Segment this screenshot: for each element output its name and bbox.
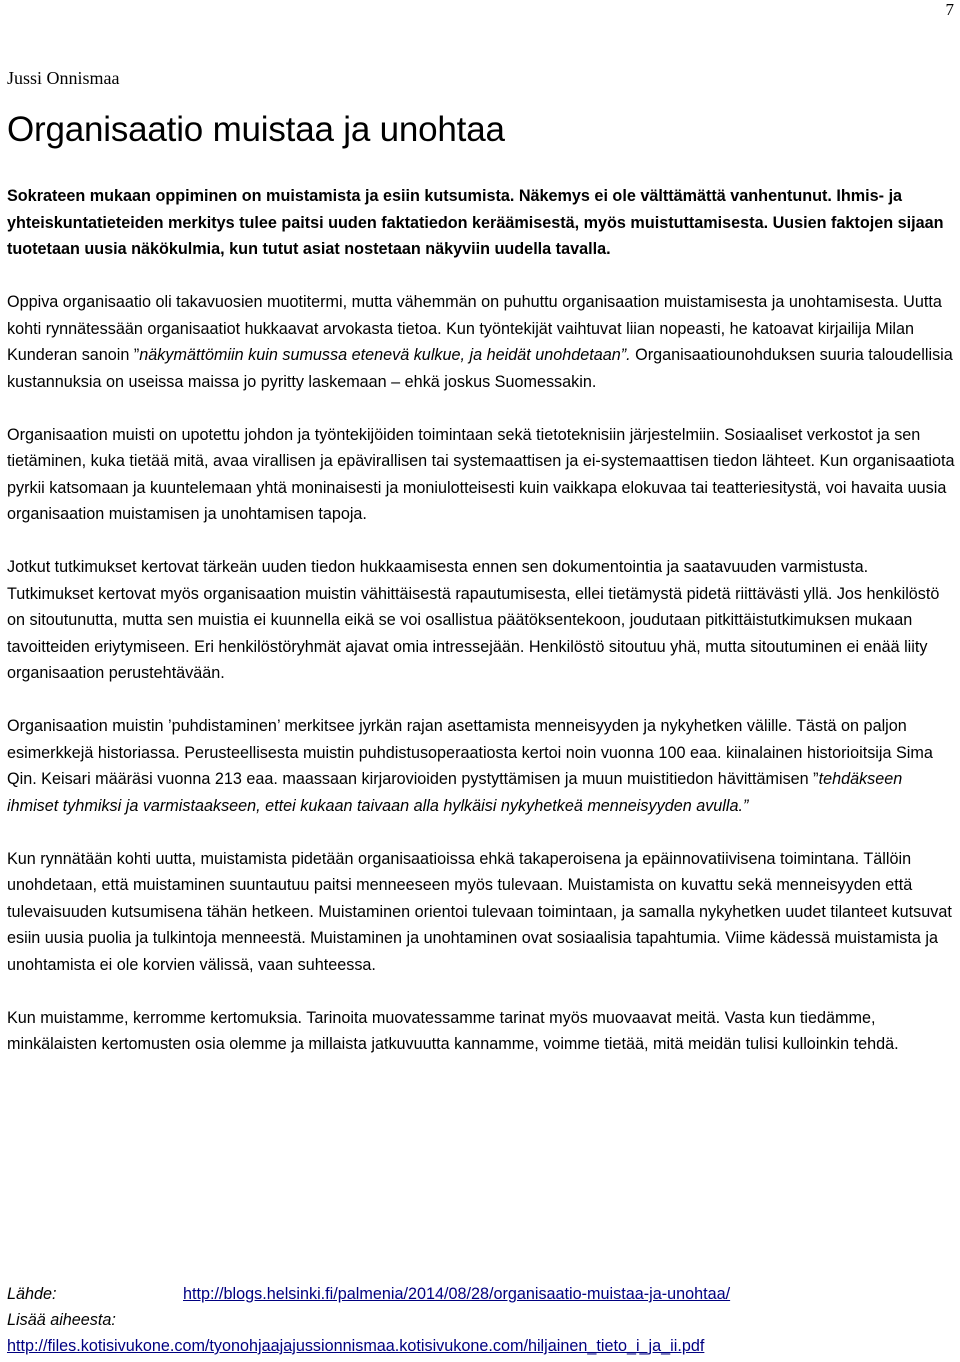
paragraph-1-text: Oppiva organisaatio oli takavuosien muotitermi, mutta vähemmän on puhuttu organisaation muistamisesta ja unohtamisesta. Uutta kohti rynnätessään organisaatiot hukkaavat arvokasta tietoa. Kun työntekijät vaihtuvat liian nopeasti, he katoavat kirjailija Milan Kunderan sanoin ”	[7, 293, 942, 364]
paragraph-1-text-end: Organisaatiounohduksen suuria taloudellisia kustannuksia on useissa maissa jo pyritty laskemaan – ehkä joskus Suomessakin.	[7, 346, 953, 391]
paragraph-5: Kun rynnätään kohti uutta, muistamista pidetään organisaatioissa ehkä takaperoisena ja epäinnovatiivisena toimintana. Tällöin unohdetaan, että muistaminen suuntautuu paitsi menneeseen myös tulevaan. Muistamista on kuvattu sekä menneisyyden että tulevaisuuden kutsumisena tähän hetkeen. Muistaminen orientoi tulevaan toimintaan, ja samalla nykyhetken uudet tilanteet kutsuvat esiin uusia puolia ja tulkintoja menneestä. Muistaminen ja unohtaminen ovat sosiaalisia tapahtumia. Viime kädessä muistamista ja unohtamista ei ole korvien välissä, vaan suhteessa.	[7, 849, 952, 974]
more-link-row	[7, 1333, 957, 1359]
sources-section	[7, 1281, 957, 1359]
source-link[interactable]: http://blogs.helsinki.fi/palmenia/2014/08/28/organisaatio-muistaa-ja-unohtaa/	[183, 1285, 731, 1303]
paragraph-1	[7, 289, 957, 395]
more-link[interactable]: http://files.kotisivukone.com/tyonohjaajajussionnismaa.kotisivukone.com/hiljainen_tieto_i_ja_ii.pdf	[7, 1337, 705, 1355]
page-number: 7	[945, 0, 954, 19]
more-label-row	[7, 1307, 957, 1333]
kundera-quote: näkymättömiin kuin sumussa etenevä kulkue, ja heidät unohdetaan”.	[139, 346, 631, 364]
paragraph-3: Jotkut tutkimukset kertovat tärkeän uuden tiedon hukkaamisesta ennen sen dokumentointia ja saatavuuden varmistusta. Tutkimukset kertovat myös organisaation muistin vähittäisestä rapautumisesta, ellei tietämystä pidetä riittävästi yllä. Jos henkilöstö on sitoutunutta, mutta sen muistia ei kuunnella eikä se voi osallistua päätöksentekoon, joudutaan pitkittäistutkimuksen mukaan tavoitteiden eriytymiseen. Eri henkilöstöryhmät ajavat omia intressejään. Henkilöstö sitoutuu yhä, mutta sitoutuminen ei enää liity organisaation perustehtävään.	[7, 558, 940, 682]
paragraph-2: Organisaation muisti on upotettu johdon ja työntekijöiden toimintaan sekä tietoteknisiin järjestelmiin. Sosiaaliset verkostot ja sen tietäminen, kuka tietää mitä, avaa virallisen ja epävirallisen tai systemaattisen ja ei-systemaattisen tiedon lähteet. Kun organisaatiota pyrkii katsomaan ja kuuntelemaan yhtä moninaisesti ja moniulotteisesti kuin vaikkapa elokuvaa tai teatteriesitystä, voi havaita uusia organisaation muistamisen ja unohtamisen tapoja.	[7, 425, 955, 523]
author-name: Jussi Onnismaa	[7, 68, 120, 88]
more-label: Lisää aiheesta:	[7, 1311, 116, 1329]
source-row	[7, 1281, 957, 1307]
article-body	[7, 183, 957, 1084]
paragraph-4	[7, 713, 957, 819]
article-title: Organisaatio muistaa ja unohtaa	[7, 110, 505, 149]
sima-qin-quote: tehdäkseen ihmiset tyhmiksi ja varmistaakseen, ettei kukaan taivaan alla hylkäisi nykyhetkeä menneisyyden avulla.”	[7, 770, 903, 815]
paragraph-6: Kun muistamme, kerromme kertomuksia. Tarinoita muovatessamme tarinat myös muovaavat meitä. Vasta kun tiedämme, minkälaisten kertomusten osia olemme ja millaista jatkuvuutta kannamme, voimme tietää, mitä meidän tulisi kulloinkin tehdä.	[7, 1008, 899, 1053]
source-label: Lähde:	[7, 1285, 57, 1303]
lead-paragraph: Sokrateen mukaan oppiminen on muistamista ja esiin kutsumista. Näkemys ei ole välttämättä vanhentunut. Ihmis- ja yhteiskuntatieteiden merkitys tulee paitsi uuden faktatiedon keräämisestä, myös muistuttamisesta. Uusien faktojen sijaan tuotetaan uusia näkökulmia, kun tutut asiat nostetaan näkyviin uudella tavalla.	[7, 187, 944, 258]
paragraph-4-text: Organisaation muistin ’puhdistaminen’ merkitsee jyrkän rajan asettamista menneisyyden ja nykyhetken välille. Tästä on paljon esimerkkejä historiassa. Perusteellisesta muistin puhdistusoperaatiosta kertoi noin vuonna 100 eaa. kiinalainen historioitsija Sima Qin. Keisari määräsi vuonna 213 eaa. maassaan kirjarovioiden pystyttämisen ja muun muistitiedon hävittämisen ”	[7, 717, 933, 788]
